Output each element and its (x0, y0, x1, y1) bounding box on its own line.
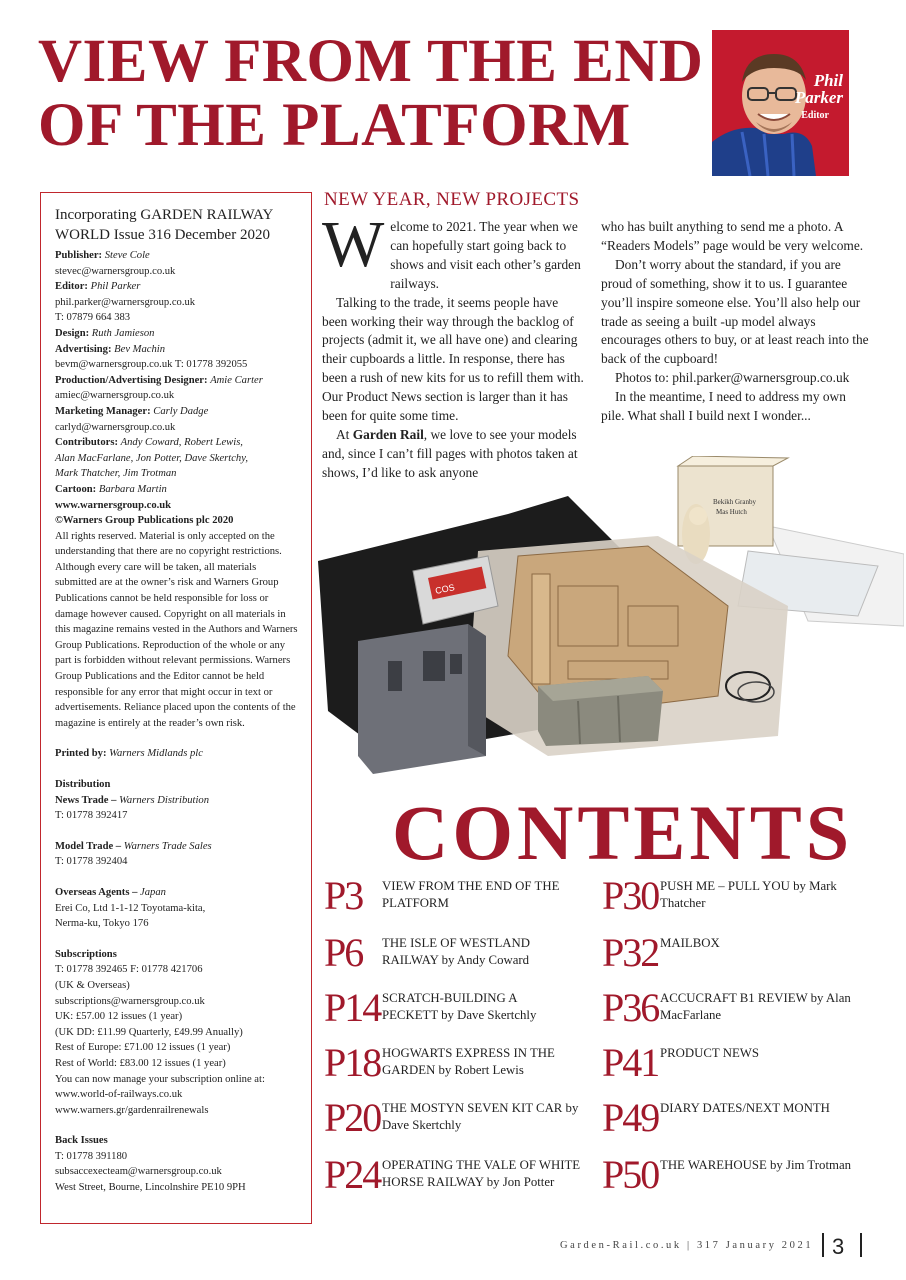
toc-entry[interactable] (602, 873, 882, 928)
toc-byline: by Robert Lewis (438, 1063, 524, 1077)
toc-page-number: P14 (324, 985, 381, 1030)
toc-title: PUSH ME – PULL YOU (660, 879, 790, 893)
headline-line-1: VIEW FROM THE END (38, 28, 704, 95)
editor-role: Editor (801, 110, 829, 121)
footer-divider (822, 1233, 824, 1257)
toc-title: VIEW FROM THE END OF THE (382, 879, 560, 893)
overseas-address-2: Nerma-ku, Tokyo 176 (55, 918, 149, 930)
contributors-credit: Contributors: Andy Coward, Robert Lewis, (55, 437, 243, 449)
model-trade: Model Trade – Warners Trade Sales (55, 840, 212, 852)
toc-title: HOGWARTS EXPRESS IN THE (382, 1046, 555, 1060)
footer-site[interactable]: Garden-Rail.co.uk (560, 1240, 682, 1251)
subscriptions-line: T: 01778 392465 F: 01778 421706 (55, 964, 203, 976)
production-credit: Production/Advertising Designer: Amie Carter (55, 374, 263, 386)
sidebar-heading (55, 205, 299, 245)
toc-page-number: P50 (602, 1152, 659, 1197)
toc-page-number: P18 (324, 1040, 381, 1085)
editor-portrait-card (712, 30, 849, 176)
page-number: 3 (832, 1234, 845, 1259)
sidebar-heading-line-1: Incorporating GARDEN RAILWAY (55, 207, 274, 223)
kit-box-label-line-2: Mas Hutch (716, 508, 747, 516)
toc-entry[interactable] (324, 1095, 600, 1150)
editorial-paragraph: who has built anything to send me a photo. A “Readers Models” page would be very welcome. (601, 219, 864, 253)
toc-title-continued: GARDEN (382, 1063, 436, 1077)
toc-byline: by Andy Coward (441, 953, 530, 967)
printed-by: Printed by: Warners Midlands plc (55, 748, 203, 760)
advertising-credit: Advertising: Bev Machin (55, 343, 166, 355)
kit-packet-label: COS (434, 582, 456, 596)
editor-credit: Editor: Phil Parker (55, 281, 141, 293)
toc-entry[interactable] (602, 1095, 882, 1150)
toc-entry[interactable] (602, 1152, 882, 1207)
toc-page-number: P24 (324, 1152, 381, 1197)
toc-entry-title (382, 878, 602, 912)
model-trade-phone: T: 01778 392404 (55, 856, 128, 868)
toc-title-continued: RAILWAY (382, 953, 439, 967)
editorial-paragraph: Talking to the trade, it seems people have been working their way through the backlog of projects (admit it, we all have one) and clearing their cupboards a little. In response, there has been a rush of new kits for us to refill them with. Our Product News section is larger than it has been for quite some time. (322, 294, 584, 424)
cartoon-credit: Cartoon: Barbara Martin (55, 483, 167, 495)
toc-entry-title (660, 878, 870, 912)
toc-entry[interactable] (324, 1040, 600, 1095)
back-issues-email[interactable]: subsaccexecteam@warnersgroup.co.uk (55, 1166, 222, 1178)
subscriptions-url[interactable]: www.world-of-railways.co.uk (55, 1089, 183, 1101)
toc-title: SCRATCH-BUILDING A (382, 991, 518, 1005)
toc-entry-title (382, 990, 602, 1024)
subscriptions-email[interactable]: subscriptions@warnersgroup.co.uk (55, 995, 205, 1007)
news-trade: News Trade – Warners Distribution (55, 794, 210, 806)
contents-title: CONTENTS (392, 789, 854, 876)
page-footer: Garden-Rail.co.uk | 317 January 2021 (560, 1240, 814, 1251)
publisher-email[interactable]: stevec@warnersgroup.co.uk (55, 265, 176, 277)
toc-byline: by Dave Skertchly (382, 1101, 579, 1132)
toc-title: THE MOSTYN SEVEN KIT CAR (382, 1101, 563, 1115)
distribution-heading: Distribution (55, 779, 111, 790)
production-email[interactable]: amiec@warnersgroup.co.uk (55, 390, 175, 402)
editor-phone: T: 07879 664 383 (55, 312, 131, 324)
overseas-address-1: Erei Co, Ltd 1-1-12 Toyotama-kita, (55, 902, 206, 914)
subscriptions-line: Rest of Europe: £71.00 12 issues (1 year) (55, 1042, 231, 1054)
website-link[interactable]: www.warnersgroup.co.uk (55, 499, 172, 511)
toc-entry-title (660, 1157, 870, 1174)
toc-page-number: P32 (602, 930, 659, 975)
toc-title: THE WAREHOUSE (660, 1158, 767, 1172)
toc-entry[interactable] (602, 930, 882, 985)
masthead-sidebar (40, 192, 312, 1224)
editorial-paragraph: In the meantime, I need to address my own pile. What shall I build next I wonder... (601, 389, 846, 424)
subscriptions-line: Rest of World: £83.00 12 issues (1 year) (55, 1057, 226, 1069)
toc-title: DIARY DATES/NEXT MONTH (660, 1101, 830, 1115)
toc-entry-title (382, 1045, 602, 1079)
toc-title-continued: PLATFORM (382, 896, 449, 910)
toc-entry[interactable] (602, 1040, 882, 1095)
toc-entry-title (660, 935, 870, 952)
editor-last-name: Parker (794, 88, 843, 107)
legal-notice: All rights reserved. Material is only accepted on the understanding that there are no copyright restrictions. Although every care will be taken, all materials submitted are at the owner’s risk and Warners Group Publications cannot be held responsible for loss or damage however caused. Copyright on all materials in this magazine remains vested in the Authors and Warners Group Publications. Reproduction of the whole or any part is forbidden without relevant permissions. Warners Group Publications and the Editor cannot be held responsible for any error that might occur in text or advertisements. Reliance placed upon the contents of the magazine is entirely at the reader’s own risk. (55, 530, 298, 729)
editor-first-name: Phil (813, 71, 843, 90)
page-headline (38, 30, 708, 158)
toc-byline: by Alan MacFarlane (660, 991, 851, 1022)
toc-entry-title (660, 990, 870, 1024)
toc-byline: by Jon Potter (486, 1175, 555, 1189)
toc-entry[interactable] (324, 985, 600, 1040)
toc-page-number: P41 (602, 1040, 659, 1085)
toc-page-number: P36 (602, 985, 659, 1030)
toc-title: THE ISLE OF WESTLAND (382, 936, 530, 950)
toc-entry-title (660, 1100, 870, 1117)
copyright-line: ©Warners Group Publications plc 2020 (55, 515, 234, 527)
footer-divider (860, 1233, 862, 1257)
contributors-line-3: Mark Thatcher, Jim Trotman (55, 468, 177, 480)
toc-entry[interactable] (324, 873, 600, 928)
sidebar-heading-line-2: WORLD Issue 316 December 2020 (55, 227, 270, 243)
marketing-credit: Marketing Manager: Carly Dadge (55, 405, 209, 417)
toc-title-continued: PECKETT (382, 1008, 438, 1022)
toc-entry-title (382, 935, 602, 969)
drop-cap: W (322, 208, 385, 281)
marketing-email[interactable]: carlyd@warnersgroup.co.uk (55, 421, 176, 433)
toc-title: ACCUCRAFT B1 REVIEW (660, 991, 808, 1005)
toc-byline: by Dave Skertchly (441, 1008, 537, 1022)
editor-email[interactable]: phil.parker@warnersgroup.co.uk (55, 296, 196, 308)
editorial-paragraph: Don’t worry about the standard, if you are proud of something, show it to us. I guarantee you’ll inspire someone else. You’ll also help our trade as seeing a built -up model always encourages others to buy, or at least reach into the back of the cupboard! (601, 256, 869, 367)
design-credit: Design: Ruth Jamieson (55, 327, 155, 339)
headline-line-2: OF THE PLATFORM (38, 92, 631, 159)
toc-entry-title (382, 1100, 602, 1134)
toc-page-number: P3 (324, 873, 363, 918)
editorial-column-2 (601, 218, 871, 426)
toc-page-number: P30 (602, 873, 659, 918)
editorial-paragraph: Welcome to 2021. The year when we can hopefully start going back to shows and visit each other’s garden railways. (322, 208, 581, 291)
subscriptions-heading: Subscriptions (55, 948, 117, 960)
contributors-line-2: Alan MacFarlane, Jon Potter, Dave Skertchy, (55, 452, 248, 464)
news-trade-phone: T: 01778 392417 (55, 810, 128, 822)
kits-photo-illustration (318, 456, 904, 786)
toc-title: MAILBOX (660, 936, 720, 950)
editorial-paragraph: At Garden Rail, we love to see your models and, since I can’t fill pages with photos taken at shows, I’d like to ask anyone (322, 426, 578, 480)
toc-byline: by Jim Trotman (769, 1158, 852, 1172)
editorial-paragraph: Photos to: phil.parker@warnersgroup.co.uk (615, 370, 850, 386)
toc-byline: by Mark Thatcher (660, 879, 837, 910)
subscriptions-line: (UK & Overseas) (55, 979, 130, 991)
back-issues-phone: T: 01778 391180 (55, 1150, 128, 1162)
subscriptions-line: (UK DD: £11.99 Quarterly, £49.99 Anually) (55, 1026, 243, 1038)
editorial-title: NEW YEAR, NEW PROJECTS (324, 189, 580, 210)
toc-entry[interactable] (324, 1152, 600, 1207)
toc-title: PRODUCT NEWS (660, 1046, 759, 1060)
toc-title: OPERATING THE VALE OF WHITE (382, 1158, 581, 1172)
editor-name (773, 72, 843, 106)
subscriptions-line: You can now manage your subscription online at: (55, 1073, 265, 1085)
kit-box-label-line-1: Bekikh Granby (713, 498, 756, 506)
subscriptions-url[interactable]: www.warners.gr/gardenrailrenewals (55, 1104, 209, 1116)
advertising-contact: bevm@warnersgroup.co.uk T: 01778 392055 (55, 359, 248, 371)
editorial-column-1 (322, 208, 586, 483)
back-issues-address: West Street, Bourne, Lincolnshire PE10 9PH (55, 1182, 246, 1194)
toc-title-continued: HORSE RAILWAY (382, 1175, 484, 1189)
toc-page-number: P20 (324, 1095, 381, 1140)
publisher-credit: Publisher: Steve Cole (55, 250, 150, 261)
toc-page-number: P6 (324, 930, 363, 975)
footer-issue: 317 January 2021 (696, 1240, 814, 1251)
subscriptions-line: UK: £57.00 12 issues (1 year) (55, 1011, 183, 1023)
kits-photo (318, 456, 904, 786)
toc-entry[interactable] (324, 930, 600, 985)
overseas-agents: Overseas Agents – Japan (55, 886, 166, 898)
toc-entry-title (382, 1157, 602, 1191)
toc-page-number: P49 (602, 1095, 659, 1140)
toc-entry-title (660, 1045, 870, 1062)
toc-entry[interactable] (602, 985, 882, 1040)
back-issues-heading: Back Issues (55, 1135, 108, 1147)
